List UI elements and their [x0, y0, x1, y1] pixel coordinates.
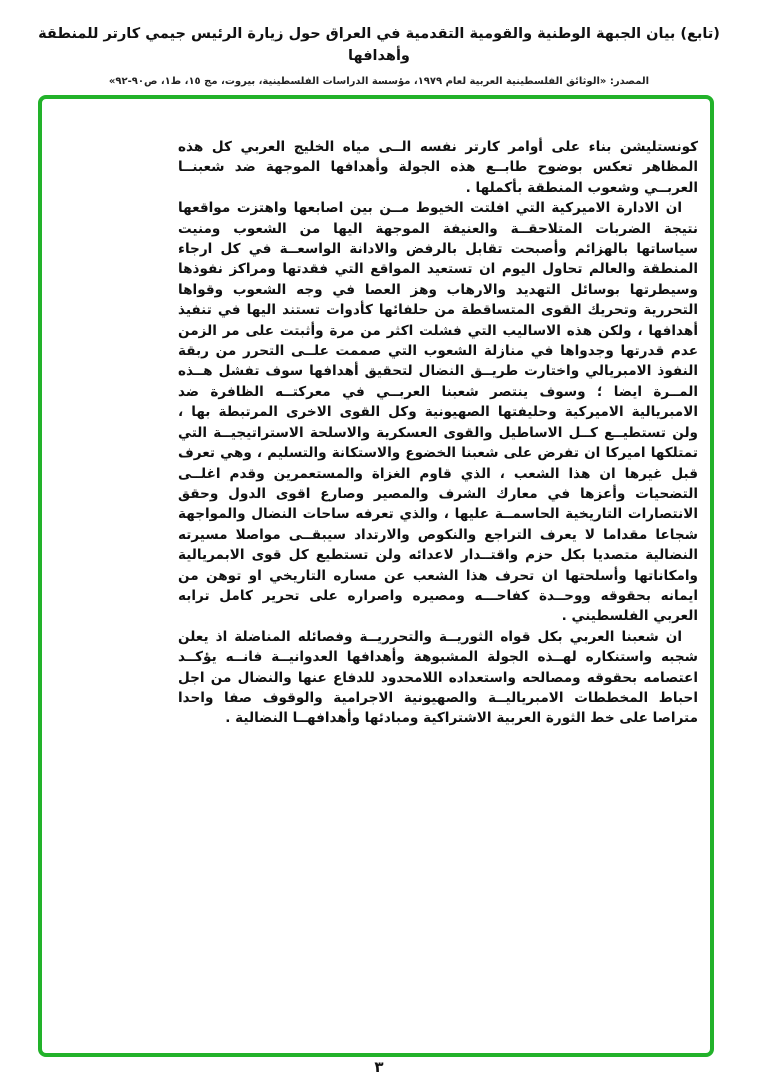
body-paragraph: ان شعبنا العربي بكل قواه الثوريــة والتحرريــة وفصائله المناضلة اذ يعلن شجبه واستنكاره لهــذه الجولة المشبوهة وأهدافها العدوانيــة فانــه يؤكــد اعتصامه بحقوقه ومصالحه واستعداده اللامحدود للدفاع عنها والنضال من اجل احباط المخططات الامبرياليــة والصهيونية الاجرامية والوقوف صفا واحدا متراصا على خط الثورة العربية الاشتراكية ومبادئها وأهدافهــا النضالية .: [178, 628, 698, 727]
content-frame: [38, 95, 714, 1057]
body-paragraph: ان الادارة الاميركية التي افلتت الخيوط مــن بين اصابعها واهتزت مواقعها نتيجة الضربات المتلاحقــة والعنيفة الموجهة اليها من الشعوب ومنيت سياساتها بالهزائم وأصبحت تقابل بالرفض والادانة الواسعــة في كل ارجاء المنطقة والعالم تحاول اليوم ان تستعيد المواقع التي فقدتها ومراكز نفوذها وسيطرتها بوسائل التهديد والارهاب وهز العصا في وجه الشعوب وقواها التحررية وتحريك القوى المتساقطة من حلفائها كأدوات تستند اليها في تنفيذ أهدافها ، ولكن هذه الاساليب التي فشلت اكثر من مرة وأثبتت على مر الزمن عدم قدرتها وجدواها في منازلة الشعوب التي صممت علــى التحرر من ربقة النفوذ الامبريالي واختارت طريــق النضال لتحقيق أهدافها سوف تفشل هــذه المــرة ايضا ؛ وسوف ينتصر شعبنا العربــي في معركتــه الظافرة ضد الامبريالية الاميركية وحليفتها الصهيونية وكل القوى الاخرى المرتبطة بها ، ولن تستطيــع كــل الاساطيل والقوى العسكرية والاسلحة الاستراتيجيــة التي تمتلكها اميركا ان تفرض على شعبنا الخضوع والاستكانة والتسليم ، وهي تعرف قبل غيرها ان هذا الشعب ، الذي قاوم الغزاة والمستعمرين وقدم اغلــى التضحيات وأعزها في معارك الشرف والمصير وصارع اقوى الدول وحقق الانتصارات التاريخية الحاسمــة عليها ، والذي تعرفه ساحات النضال والمواجهة شجاعا مقداما لا يعرف التراجع والنكوص والارتداد سيبقــى مواصلا مسيرته النضالية متصديا بكل حزم واقتــدار لاعدائه ولن تستطيع كل قوى الابمريالية وامكاناتها وأسلحتها ان تحرف هذا الشعب عن مساره التاريخي او توهن من ايمانه بحقوقه ووحــدة كفاحـــه ومصيره واصراره على تحرير كامل ترابه العربي الفلسطيني .: [178, 200, 698, 625]
document-title: (تابع) بيان الجبهة الوطنية والقومية التقدمية في العراق حول زيارة الرئيس جيمي كارتر للمنطقة وأهدافها: [38, 26, 720, 64]
page-number: ٣: [374, 1058, 384, 1076]
document-header: [0, 0, 758, 87]
body-text: [178, 137, 698, 729]
source-citation: المصدر: «الوثائق الفلسطينية العربية لعام ١٩٧٩، مؤسسة الدراسات الفلسطينية، بيروت، مج ١٥، ط١، ص٩٠-٩٢»: [108, 75, 650, 87]
body-paragraph: كونستليشن بناء على أوامر كارتر نفسه الــى مياه الخليج العربي كل هذه المظاهر تعكس بوضوح طابــع هذه الجولة وأهدافها الموجهة ضد شعبنــا العربــي وشعوب المنطقة بأكملها .: [178, 139, 698, 196]
